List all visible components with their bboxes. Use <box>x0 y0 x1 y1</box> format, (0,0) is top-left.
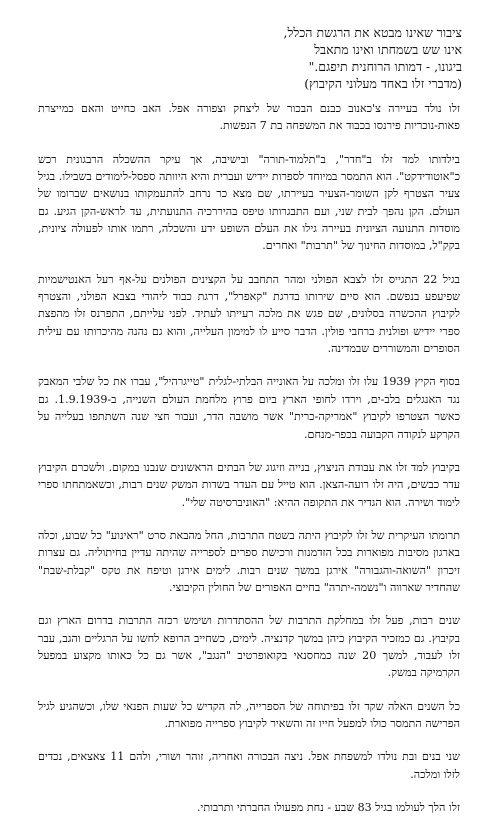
epigraph-line: ציבור שאינו מבטא את הרגשת הכלל, <box>283 25 462 40</box>
biography-body <box>38 100 460 816</box>
paragraph-shepherd: בקיבוץ למד זלו את עבודת הניצוץ, בנייה וזיגוג של הבתים הראשונים שנבנו במקום. ולשכרם הקיבוץ עדר כבשים, היה זלו רועה-הצאן. הוא טייל עם העדר בשדות המשק שנים רבות, וכשאמתחתו ספרי לימוד ושירה. הוא הגדיר את התקופה ההיא: "האוניברסיטה שלי". <box>38 460 460 509</box>
epigraph-line: אינו שש בשמחתו ואינו מתאבל <box>314 42 462 57</box>
epigraph-attribution: (מדברי זלו באחד מעלוני הקיבוץ) <box>304 76 462 91</box>
paragraph-work: שנים רבות, פעל זלו במחלקת התרבות של ההסתדרות ושימש רכזה התרבות בדרום הארץ וגם בקיבוץ. גם כמזכיר הקיבוץ כיהן במשך קדנציה. לימים, כשחייב הרופא לחשו על הרגליים והגב, עבר זלו לעבוד, למשך 20 שנה כמחסנאי בקואופרטיב "הנגב", אשר גם כל כאותו מקצוע במפעל הקרמיקה במשק. <box>38 614 460 680</box>
paragraph-immigration: בסוף הקיץ 1939 עלו זלו ומלכה על האונייה הבלתי-לגלית "טייגרהיל", עברו את כל שלבי המאבק נגד האנגלים בלב-ים, וירדו לחופי הארץ ביום פרוץ מלחמת העולם השנייה, ב-1.9.1939. גם כאשר הצטרפו לקיבוץ "אמריקה-כרית" אשר מושבה הדר, ועבור חצי שנה השתתפו בעלייה על הקרקע לנקודה הקבועה בכפר-מנחם. <box>38 375 460 441</box>
paragraph-culture: תרומתו העיקרית של זלו לקיבוץ היתה בשטח התרבות, החל מהבאת סרט "ראינוע" כל שבוע, וכלה בארגון מסיבות מפוארות בכל הזדמנות ורכישת ספרים לספרייה שהיתה עדיין בחיתוליה. גם עצרות זיכרון "השואה-והגבורה" אירגן במשך שנים רבות. לימים אירגן וטיפח את טקס "קבלת-שבת" שהחדיר שארווה ו"נשמה-יתרה" בחיים האפורים של החולין הקיבוצי. <box>38 528 460 594</box>
paragraph-childhood: בילדותו למד זלו ב"חדר", ב"תלמוד-תורה" ובישיבה, אך עיקר ההשכלה הרבגונית רכש כ"אוטודידקט". הוא התמסר במיוחד לספרות יידיש ועברית והיא היוותה ספסל-לימודים בשבילו. בגיל צעיר הצטרף לקן השומר-הצעיר בעיירתו, שם מצא כר נרחב להתעמקותו בנושאים שברומו של העולם. הקן נהפך לבית שני, ועם התבגרותו טיפס בהיררכיה התנועתית, עד לראש-הקן הגיע. גם מוסדות התנועה הציונית בעיירה גילו את העלם השופע ידע והשכלה, רתמו אותו לפעולה ציונית, בקק"ל, במוסדות החינוך של "תרבות" ואחרים. <box>38 152 460 253</box>
epigraph-line: ביגונו, - דמותו הרוחנית תיפגם." <box>308 59 462 74</box>
paragraph-family: זלו נולד בעיירה צ'כאנוב כבנם הבכור של ליצחק וצפורה אפל. האב כחייט והאם כמייצרת פאות-נוכריות פירנסו בכבוד את המשפחה בת 7 הנפשות. <box>38 102 460 133</box>
epigraph <box>162 24 462 92</box>
paragraph-children: שני בנים ובת נולדו למשפחת אפל. ניצה הבכורה ואחריה, זוהר ושורי, ולהם 11 צאצאים, נכדים לזלו ומלכה. <box>38 750 460 781</box>
paragraph-library: כל השנים האלה שקד זלו בפיתוחה של הספרייה, לה הקדיש כל שעות הפנאי שלו, וכשהגיע לגיל הפרישה התמסר כולו למפעל חייו זה והשאיר לקיבוץ ספרייה מפוארת. <box>38 699 460 730</box>
paragraph-army: בגיל 22 התגייס זלו לצבא הפולני ומהר התחבב על הקצינים הפולנים על-אף רעל האנטישמיות שפיעפע בנפשם. הוא סיים שירותו בדרגת "קאפרל", דרגת כבוד ליהודי בצבא הפולני, והצטרף לקיבוץ ההכשרה בסלונים, שם פגש את מלכה רעייתו לעתיד. לפני עלייתם, התפרנס זלו מהפצת ספרי יידיש ופולנית ברחבי פולין. הדבר סייע לו למימון העלייה, והוא גם נהנה מהיכרותו עם עילית הסופרים והמשוררים שבמדינה. <box>38 272 460 356</box>
paragraph-death: זלו הלך לעולמו בגיל 83 שבע - נחת מפעולו החברתי ותרבותי. <box>196 801 460 814</box>
